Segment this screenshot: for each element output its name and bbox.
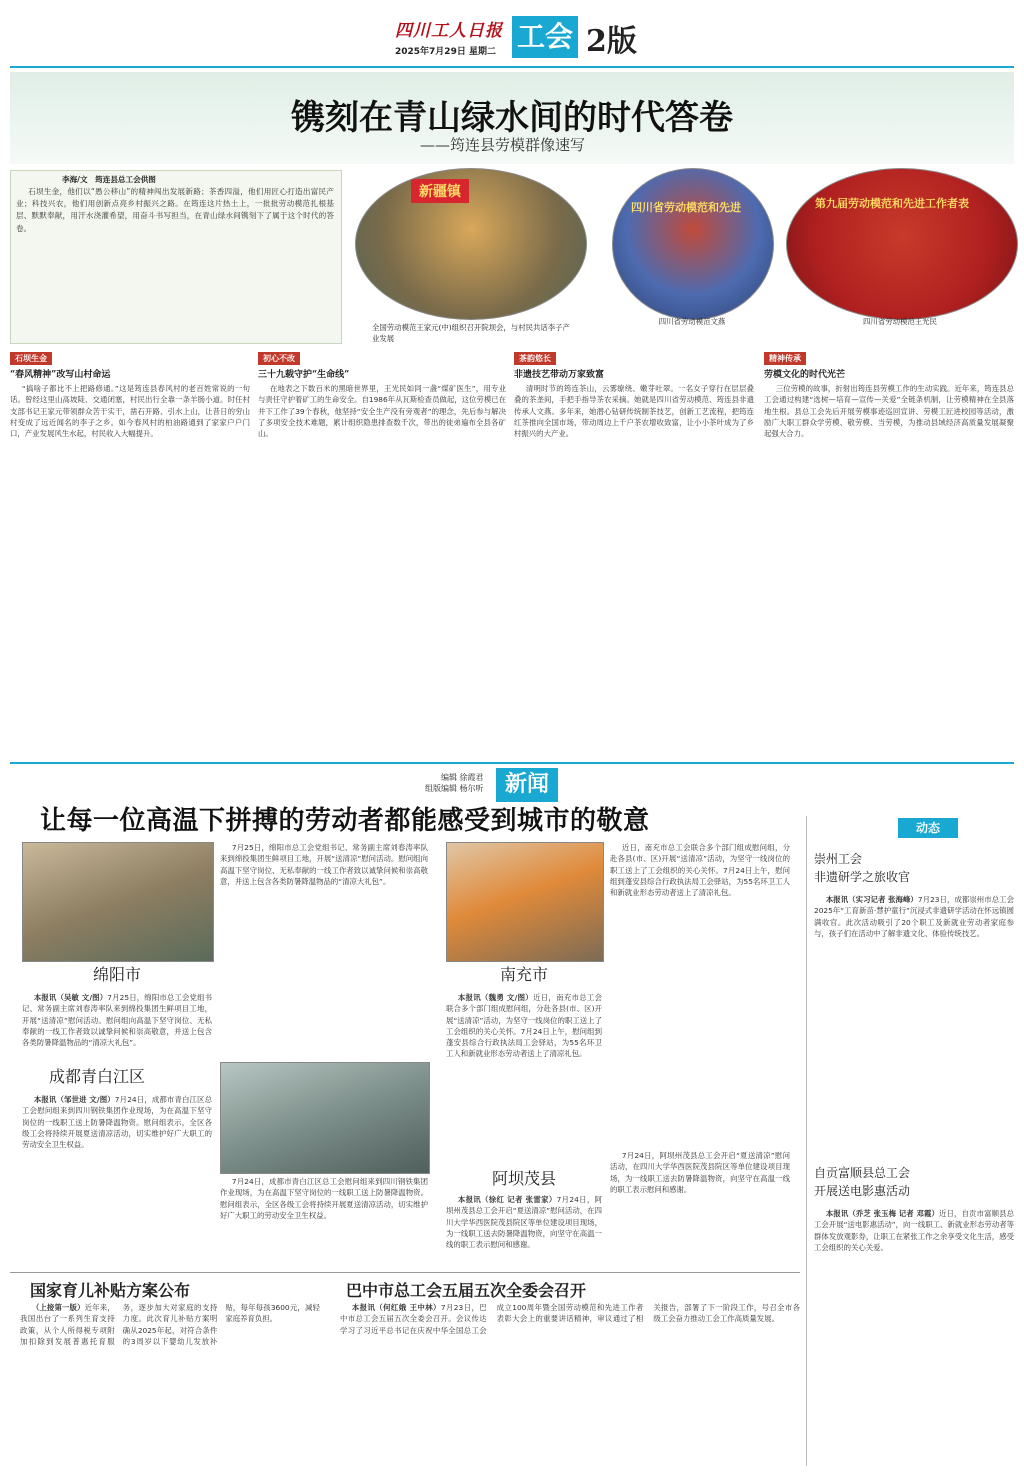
photo-qingbaijiang [220,1062,430,1174]
section-tag: 初心不改 [258,352,300,365]
section-text: 在地表之下数百米的黑暗世界里，王光民如同一盏“煤矿医生”，用专业与责任守护着矿工的生命安全。自1986年从瓦斯检查员做起，这位劳模已在井下工作了39个春秋，他坚持“安全生产没有旁观者”的理念，先后参与解决了多项安全技术难题，累计组织隐患排查数千次，带出的徒弟遍布全县各矿山。 [258,384,506,439]
dynamic-head: 自贡富顺县总工会 开展送电影惠活动 [814,1166,911,1198]
dynamic-item-fushun [814,1164,1014,1464]
photo-caption-wang-jiayuan: 全国劳动模范王家元(中)组织召开院坝会，与村民共话李子产业发展 [372,323,570,343]
dynamic-item-chongzhou [814,850,1014,1140]
city-qingbaijiang: 成都青白江区 [48,1067,145,1086]
city-maoxian: 阿坝茂县 [491,1169,556,1188]
bottom-right-title: 巴中市总工会五届五次全委会召开 [346,1281,587,1300]
article-qingbaijiang: 本报讯（邹世进 文/图）7月24日，成都市青白江区总工会慰问组来到四川钢铁集团作业现场，为在高温下坚守岗位的一线职工送上防暑降温物资。慰问组表示，全区各级工会将持续开展夏送清凉活动，切实维护好广大职工的劳动安全卫生权益。 [22,1095,212,1150]
photo-mianyang [22,842,214,962]
bottom-left-title: 国家育儿补贴方案公布 [30,1281,191,1300]
bottom-right-text: 本报讯（何红娥 王中林）7月23日，巴中市总工会五届五次全委会召开。会议传达学习了习近平总书记在庆祝中华全国总工会成立100周年暨全国劳动模范和先进工作者表彰大会上的重要讲话精神，审议通过了相关报告，部署了下一阶段工作，号召全市各级工会奋力推动工会工作高质量发展。 [340,1303,800,1335]
photo-caption-wen-yan: 四川省劳动模范文燕 [658,317,726,326]
section-tag: 石坝生金 [10,352,52,365]
feature-subtitle: ——筠连县劳模群像速写 [420,136,586,154]
news-headline: 让每一位高温下拼搏的劳动者都能感受到城市的敬意 [40,806,650,836]
article-maoxian: 本报讯（徐红 记者 张雷家）7月24日，阿坝州茂县总工会开启“夏送清凉”慰问活动，在四川大学华西医院茂县院区等单位建设项目现场，为一线职工送去防暑降温物资，向坚守在高温一线的职工表示慰问和感谢。 [446,1195,602,1250]
news-label: 新闻 [496,768,558,802]
section-lifeline [258,346,506,756]
news-divider [10,762,1014,764]
masthead-date: 2025年7月29日 星期二 [395,47,496,57]
article-nanchong-cont: 近日，南充市总工会联合多个部门组成慰问组，分赴各县(市、区)开展“送清凉”活动，为坚守一线岗位的职工送上了工会组织的关心关怀。7月24日上午，慰问组到蓬安县综合行政执法局工会驿站，为55名环卫工人和新就业形态劳动者送上了清凉礼包。 [610,843,790,898]
bottom-divider [10,1272,800,1273]
article-nanchong: 本报讯（魏勇 文/图）近日，南充市总工会联合多个部门组成慰问组，分赴各县(市、区)开展“送清凉”活动，为坚守一线岗位的职工送上了工会组织的关心关怀。7月24日上午，慰问组到蓬安县综合行政执法局工会驿站，为55名环卫工人和新就业形态劳动者送上了清凉礼包。 [446,993,602,1059]
section-badge [512,16,578,58]
dynamic-label: 动态 [898,818,958,838]
feature-intro: 石坝生金，他们以“愚公移山”的精神闯出发展新路；茶香四溢，他们用匠心打造出富民产业；科技兴农，他们用创新点亮乡村振兴之路。在筠连这片热土上，一批批劳动模范扎根基层、默默奉献，用汗水浇灌希望，用奋斗书写担当，在青山绿水间镌刻下了属于这个时代的答卷。 [16,187,334,233]
dynamic-text: 本报讯（乔芝 张玉梅 记者 邓霞）近日，自贡市富顺县总工会开展“送电影惠活动”，向一线职工、新就业形态劳动者等群体发放观影券，让职工在紧张工作之余享受文化生活，感受工会组织的关心关爱。 [814,1209,1014,1252]
feature-title: 镌刻在青山绿水间的时代答卷 [291,98,733,138]
masthead-divider [10,66,1014,68]
photo-wen-yan [612,168,774,320]
news-editors [425,772,484,794]
photo-banner: 四川省劳动模范和先进 [631,201,741,214]
dynamic-head: 崇州工会 非遗研学之旅收官 [814,852,911,884]
section-head: 三十九载守护“生命线” [258,370,350,380]
photo-caption-wang-guangmin: 四川省劳动模范王光民 [863,317,937,326]
photo-wang-guangmin [786,168,1018,320]
dynamic-text: 本报讯（实习记者 张海峰）7月23日，成都崇州市总工会2025年“工育新苗·慧护童行”沉浸式非遗研学活动在怀远镇圆满收官。此次活动吸引了20个职工及新就业劳动者家庭参与，孩子们在活动中了解非遗文化、体验传统技艺。 [814,895,1014,938]
photo-wang-jiayuan [355,168,587,320]
section-text: 三位劳模的故事，折射出筠连县劳模工作的生动实践。近年来，筠连县总工会通过构建“选树—培育—宣传—关爱”全链条机制，让劳模精神在全县落地生根。县总工会先后开展劳模事迹巡回宣讲、劳模工匠进校园等活动，激励广大职工群众学劳模、敬劳模、当劳模，为推动县域经济高质量发展凝聚起强大合力。 [764,384,1014,439]
city-nanchong: 南充市 [499,965,548,984]
editor-name: 编辑 徐霞君 [441,773,484,782]
city-mianyang: 绵阳市 [92,965,141,984]
photo-banner: 第九届劳动模范和先进工作者表 [815,197,969,210]
section-tag: 茶韵悠长 [514,352,556,365]
masthead-logo: 四川工人日报 [395,21,503,41]
article-mianyang-cont: 7月25日，绵阳市总工会党组书记、常务副主席刘春涛率队来到绵投集团生鲜项目工地，开展“送清凉”慰问活动。慰问组向高温下坚守岗位、无私奉献的一线工作者致以诚挚问候和崇高敬意，并送上包含各类防暑降温物品的“清凉大礼包”。 [220,843,428,886]
section-name: 工会 [516,20,573,53]
dynamic-divider [806,816,807,1466]
article-mianyang: 本报讯（吴敏 文/图）7月25日，绵阳市总工会党组书记、常务副主席刘春涛率队来到绵投集团生鲜项目工地，开展“送清凉”慰问活动。慰问组向高温下坚守岗位、无私奉献的一线工作者致以诚挚问候和崇高敬意，并送上包含各类防暑降温物品的“清凉大礼包”。 [22,993,212,1048]
section-text: 清明时节的筠连茶山，云雾缭绕、嫩芽吐翠。一名女子穿行在层层叠叠的茶垄间，手把手指导茶农采摘。她就是四川省劳动模范、筠连县非遗传承人文燕。多年来，她潜心钻研传统制茶技艺，创新工艺流程，把筠连红茶推向全国市场，带动周边上千户茶农增收致富，让小小茶叶成为了乡村振兴的大产业。 [514,384,754,439]
photo-banner: 新疆镇 [411,179,469,203]
section-head: 劳模文化的时代光芒 [764,370,846,380]
photo-nanchong [446,842,604,962]
layout-editor-name: 组版编辑 杨尔听 [425,784,484,793]
masthead [0,0,1024,66]
page-number: 2版 [586,24,637,59]
article-qingbaijiang-cont: 7月24日，成都市青白江区总工会慰问组来到四川钢铁集团作业现场，为在高温下坚守岗位的一线职工送上防暑降温物资。慰问组表示，全区各级工会将持续开展夏送清凉活动，切实维护好广大职工的劳动安全卫生权益。 [220,1177,428,1220]
section-text: “搞啥子都比不上把路修通。”这是筠连县春风村的老百姓常说的一句话。曾经这里山高坡陡、交通闭塞，村民出行全靠一条羊肠小道。时任村支部书记王家元带领群众苦干实干，凿石开路、引水上山，让昔日的穷山村变成了远近闻名的李子之乡。如今春风村的柏油路通到了家家户户门口，产业发展风生水起，村民收入大幅提升。 [10,384,250,439]
section-spirit [764,346,1014,756]
section-stone [10,346,250,756]
section-head: “春风精神”改写山村命运 [10,370,111,380]
section-head: 非遗技艺带动万家致富 [514,370,605,380]
feature-byline: 李海/文 筠连县总工会供图 [62,175,156,184]
section-tea [514,346,754,756]
bottom-left-text: （上接第一版）近年来，我国出台了一系列生育支持政策，从个人所得税专项附加扣除到发展普惠托育服务，逐步加大对家庭的支持力度。此次育儿补贴方案明确从2025年起，对符合条件的3周岁以下婴幼儿发放补贴，每年每孩3600元，减轻家庭养育负担。 [20,1303,320,1346]
section-tag: 精神传承 [764,352,806,365]
article-maoxian-cont: 7月24日，阿坝州茂县总工会开启“夏送清凉”慰问活动，在四川大学华西医院茂县院区等单位建设项目现场，为一线职工送去防暑降温物资，向坚守在高温一线的职工表示慰问和感谢。 [610,1151,790,1194]
